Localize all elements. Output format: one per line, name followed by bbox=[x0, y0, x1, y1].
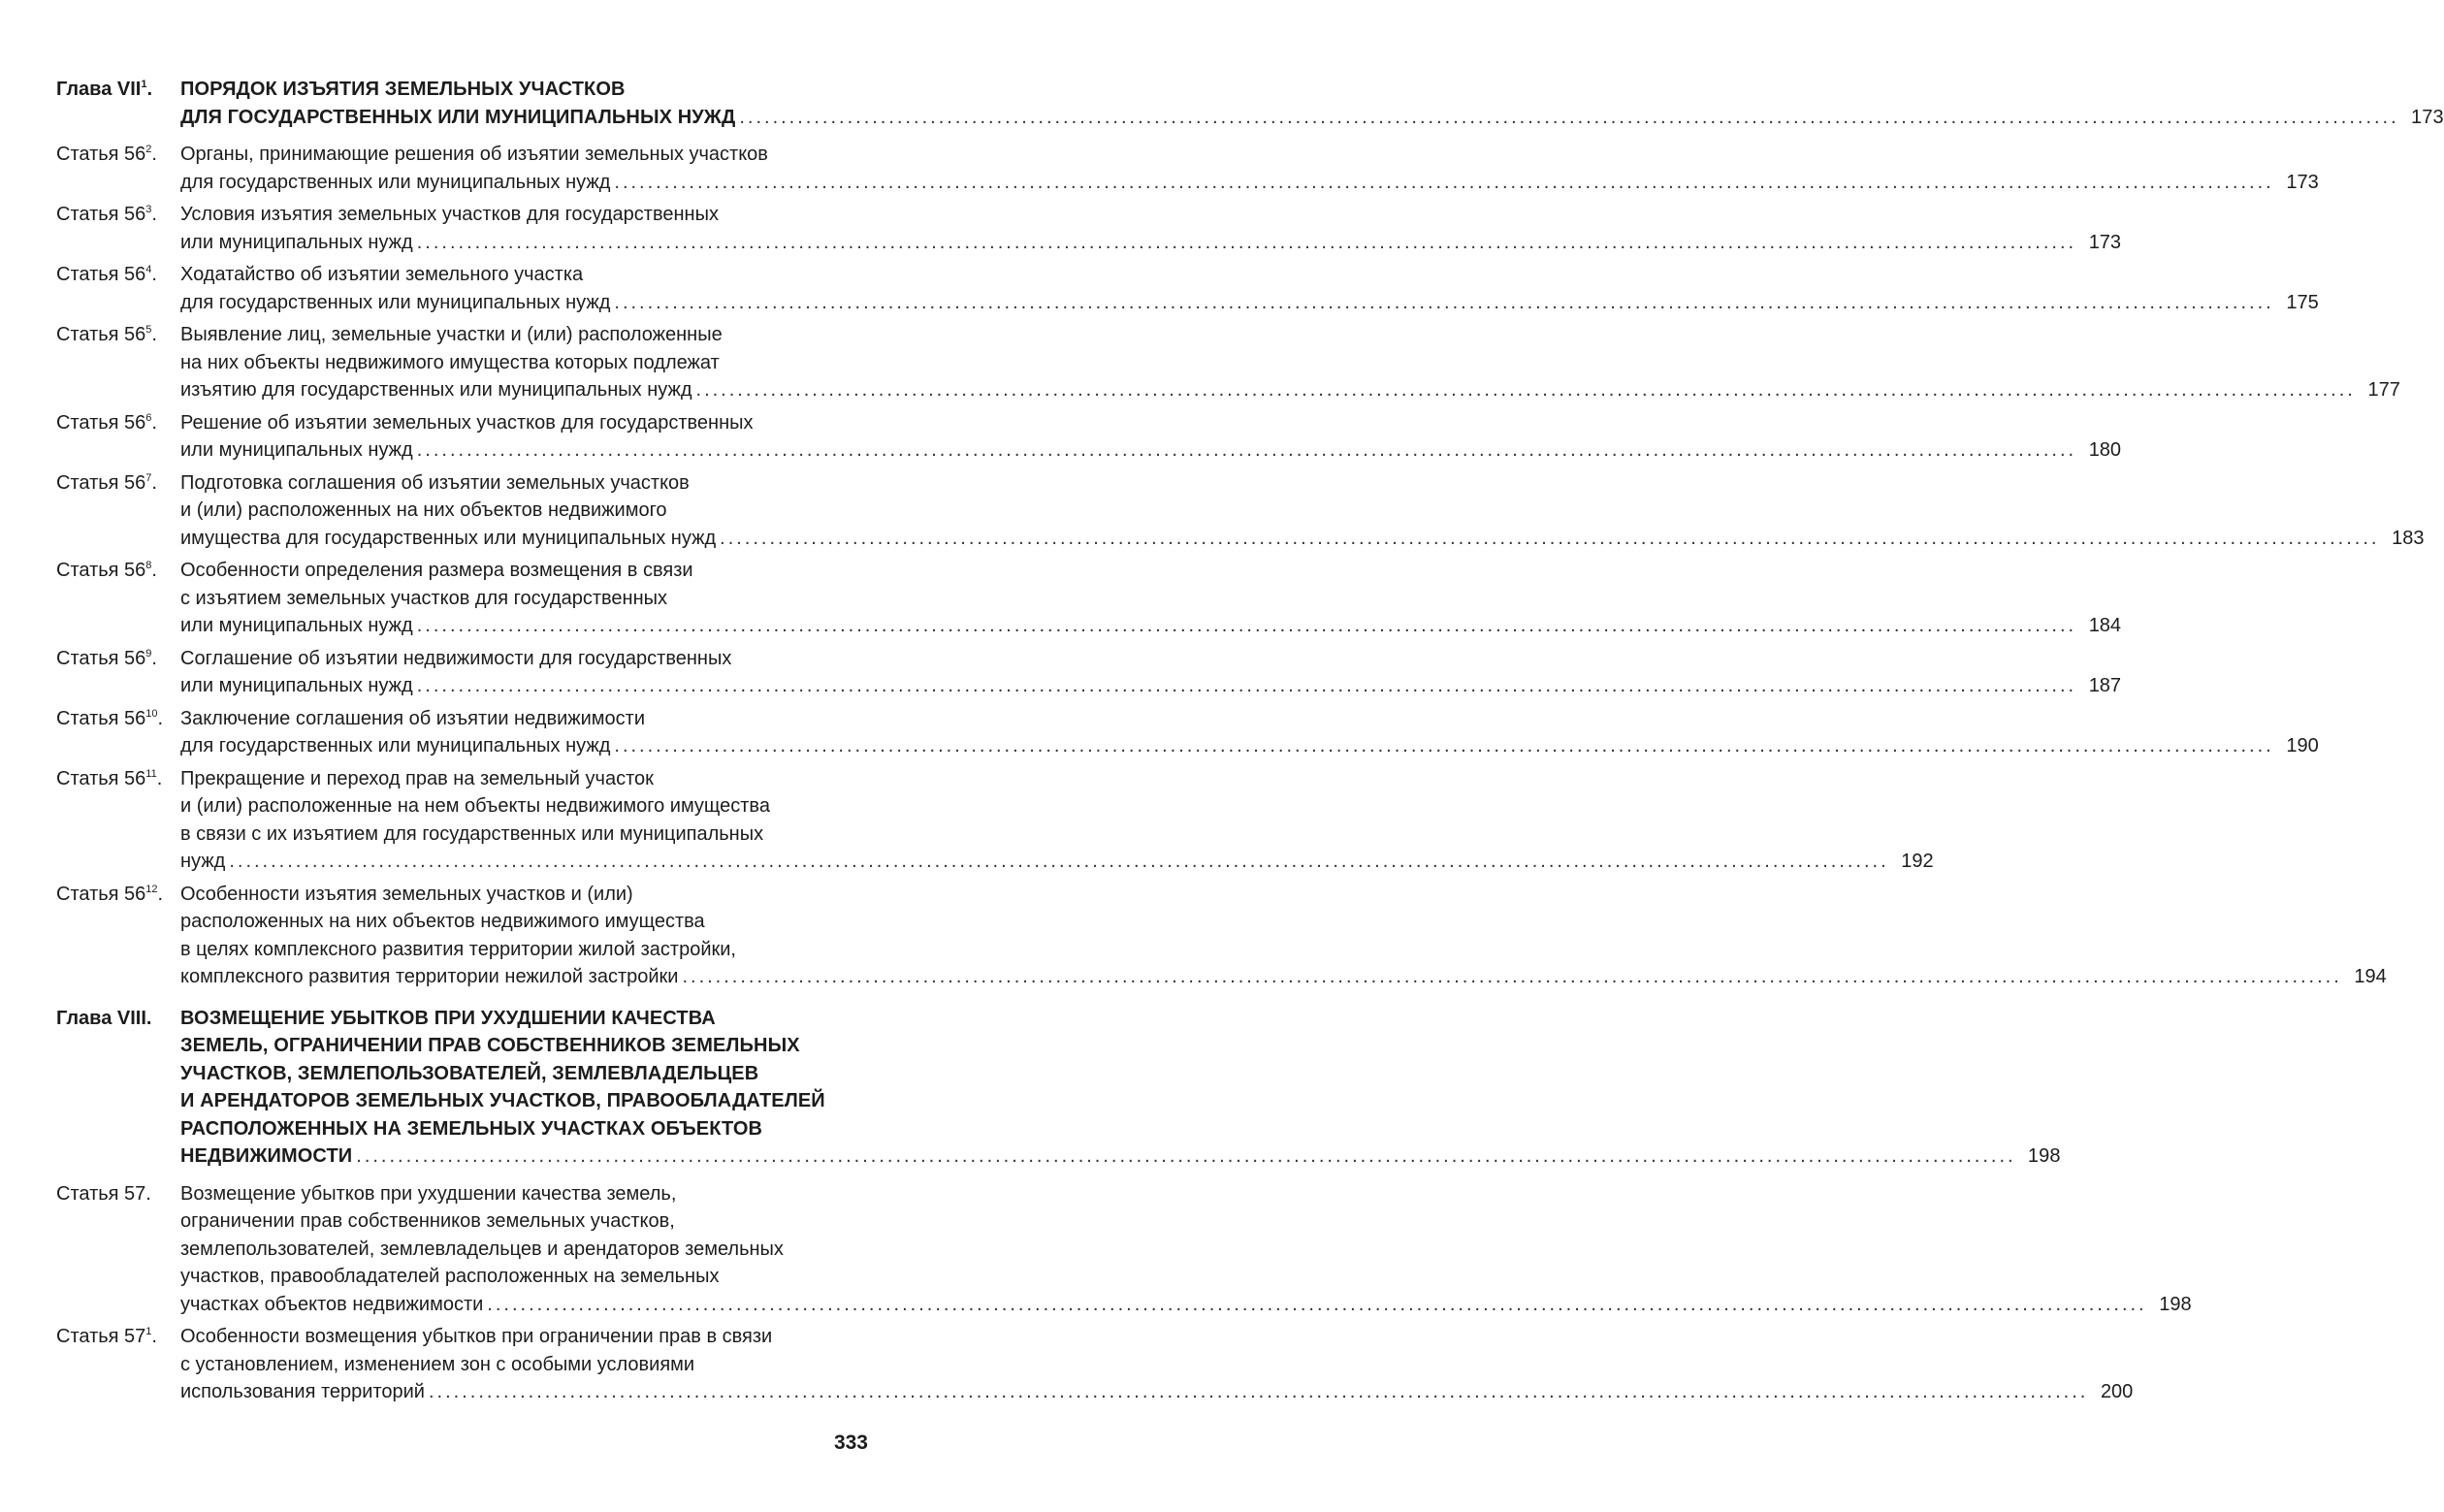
dot-leader: ........................................................................................................................................................................................................ bbox=[416, 675, 2077, 696]
toc-article-entry[interactable] bbox=[56, 201, 2122, 256]
entry-title bbox=[180, 645, 2122, 700]
toc-article-entry[interactable] bbox=[56, 705, 2319, 760]
entry-page-number[interactable]: 194 bbox=[2354, 966, 2387, 987]
entry-label: Статья $56^9$. bbox=[56, 647, 157, 669]
entry-title-line: или муниципальных нужд bbox=[180, 675, 413, 696]
entry-label-superscript: 6 bbox=[145, 411, 152, 424]
entry-title bbox=[180, 409, 2122, 465]
dot-leader: ........................................................................................................................................................................................................ bbox=[416, 231, 2077, 253]
entry-title-line: Соглашение об изъятии недвижимости для государственных bbox=[180, 647, 732, 669]
toc-article-entry[interactable] bbox=[56, 1323, 2134, 1406]
entry-title-line: Условия изъятия земельных участков для государственных bbox=[180, 204, 719, 225]
entry-title-line: с установлением, изменением зон с особыми условиями bbox=[180, 1353, 695, 1375]
entry-label-superscript: 4 bbox=[145, 264, 152, 275]
entry-title-line: комплексного развития территории нежилой застройки bbox=[180, 966, 679, 987]
entry-title bbox=[180, 321, 2400, 404]
entry-title bbox=[180, 201, 2122, 256]
entry-page-number[interactable]: 173 bbox=[2088, 231, 2122, 253]
entry-title-line: изъятию для государственных или муниципальных нужд bbox=[180, 379, 692, 401]
entry-label: Глава VIII. bbox=[56, 1007, 152, 1029]
entry-page-number[interactable]: 184 bbox=[2088, 615, 2122, 636]
entry-title-line: нужд bbox=[180, 851, 226, 872]
entry-title-line: НЕДВИЖИМОСТИ bbox=[180, 1145, 353, 1167]
entry-title-line: в связи с их изъятием для государственных или муниципальных bbox=[180, 822, 764, 845]
entry-page-number[interactable]: 177 bbox=[2367, 379, 2400, 401]
entry-label: Статья $56^3$. bbox=[56, 204, 157, 225]
entry-title-line: Особенности изъятия земельных участков и (или) bbox=[180, 883, 633, 905]
entry-page-number[interactable]: 190 bbox=[2286, 735, 2319, 756]
entry-title bbox=[180, 469, 2425, 553]
entry-title-line: ЗЕМЕЛЬ, ОГРАНИЧЕНИИ ПРАВ СОБСТВЕННИКОВ ЗЕМЕЛЬНЫХ bbox=[180, 1035, 800, 1056]
entry-title-line: Заключение соглашения об изъятии недвижимости bbox=[180, 707, 645, 729]
entry-label: Статья $56^4$. bbox=[56, 264, 157, 285]
entry-label-superscript: 1 bbox=[145, 1326, 152, 1337]
entry-title bbox=[180, 557, 2122, 640]
entry-label: Статья $56^6$. bbox=[56, 411, 157, 434]
dot-leader: ........................................................................................................................................................................................................ bbox=[739, 106, 2399, 128]
dot-leader: ........................................................................................................................................................................................................ bbox=[614, 291, 2274, 313]
entry-label-superscript: 8 bbox=[145, 560, 152, 571]
toc-article-entry[interactable] bbox=[56, 141, 2319, 196]
entry-page-number[interactable]: 175 bbox=[2286, 291, 2319, 313]
entry-title-line: использования территорий bbox=[180, 1381, 425, 1402]
entry-title bbox=[180, 261, 2319, 316]
entry-label: Статья $56^5$. bbox=[56, 324, 157, 345]
dot-leader: ........................................................................................................................................................................................................ bbox=[695, 379, 2356, 401]
toc-article-entry[interactable] bbox=[56, 261, 2319, 316]
entry-title-line: землепользователей, землевладельцев и арендаторов земельных bbox=[180, 1238, 784, 1260]
toc-article-entry[interactable] bbox=[56, 409, 2122, 465]
entry-title-line: на них объекты недвижимого имущества которых подлежат bbox=[180, 351, 720, 373]
entry-label-superscript: 1 bbox=[141, 79, 147, 90]
entry-label: Глава VII$^1$. bbox=[56, 79, 153, 100]
entry-title-line: Прекращение и переход прав на земельный участок bbox=[180, 767, 654, 789]
entry-label: Статья $56^{10}$. bbox=[56, 707, 164, 729]
entry-label-superscript: 11 bbox=[145, 767, 157, 780]
entry-title-line: для государственных или муниципальных нужд bbox=[180, 291, 611, 313]
entry-title-line: Особенности возмещения убытков при ограничении прав в связи bbox=[180, 1326, 773, 1347]
entry-page-number[interactable]: 192 bbox=[1901, 851, 1934, 872]
entry-label-superscript: 12 bbox=[145, 883, 158, 895]
entry-title-line: ПОРЯДОК ИЗЪЯТИЯ ЗЕМЕЛЬНЫХ УЧАСТКОВ bbox=[180, 79, 626, 100]
entry-title bbox=[180, 881, 2387, 991]
dot-leader: ........................................................................................................................................................................................................ bbox=[720, 527, 2380, 549]
entry-title-line: имущества для государственных или муниципальных нужд bbox=[180, 527, 717, 549]
entry-title-line: Особенности определения размера возмещения в связи bbox=[180, 560, 693, 581]
entry-label: Статья $56^{12}$. bbox=[56, 883, 164, 905]
toc-chapter-entry[interactable] bbox=[56, 76, 2444, 131]
entry-title-line: ограничении прав собственников земельных участков, bbox=[180, 1210, 675, 1232]
entry-label: Статья $56^8$. bbox=[56, 560, 157, 581]
entry-title bbox=[180, 141, 2319, 196]
entry-title-line: или муниципальных нужд bbox=[180, 439, 413, 461]
toc-article-entry[interactable] bbox=[56, 645, 2122, 700]
entry-label: Статья $56^{11}$. bbox=[56, 767, 163, 789]
entry-title bbox=[180, 1180, 2192, 1319]
entry-title-line: для государственных или муниципальных нужд bbox=[180, 171, 611, 193]
entry-title-line: Подготовка соглашения об изъятии земельных участков bbox=[180, 471, 690, 494]
entry-title bbox=[180, 1323, 2134, 1406]
entry-title-line: в целях комплексного развития территории жилой застройки, bbox=[180, 938, 736, 960]
entry-title-line: участках объектов недвижимости bbox=[180, 1293, 484, 1315]
entry-title-line: ДЛЯ ГОСУДАРСТВЕННЫХ ИЛИ МУНИЦИПАЛЬНЫХ НУЖД bbox=[180, 106, 736, 128]
entry-page-number[interactable]: 183 bbox=[2392, 527, 2425, 549]
toc-article-entry[interactable] bbox=[56, 765, 1934, 876]
entry-title-line: ВОЗМЕЩЕНИЕ УБЫТКОВ ПРИ УХУДШЕНИИ КАЧЕСТВА bbox=[180, 1007, 716, 1029]
toc-article-entry[interactable] bbox=[56, 321, 2400, 404]
entry-label: Статья $56^2$. bbox=[56, 144, 157, 165]
entry-title-line: для государственных или муниципальных нужд bbox=[180, 735, 611, 756]
entry-page-number[interactable]: 200 bbox=[2100, 1381, 2134, 1402]
page-number: 333 bbox=[833, 1432, 868, 1454]
dot-leader: ........................................................................................................................................................................................................ bbox=[487, 1293, 2147, 1315]
toc-article-entry[interactable] bbox=[56, 469, 2425, 553]
entry-page-number[interactable]: 180 bbox=[2088, 439, 2122, 461]
entry-title bbox=[180, 705, 2319, 760]
entry-title-line: или муниципальных нужд bbox=[180, 615, 413, 636]
entry-title-line: Решение об изъятии земельных участков для государственных bbox=[180, 411, 754, 434]
entry-title bbox=[180, 765, 1934, 876]
dot-leader: ........................................................................................................................................................................................................ bbox=[614, 171, 2274, 193]
entry-title-line: Выявление лиц, земельные участки и (или) расположенные bbox=[180, 324, 723, 345]
entry-title-line: Возмещение убытков при ухудшении качества земель, bbox=[180, 1182, 677, 1205]
entry-title bbox=[180, 76, 2444, 131]
entry-label-superscript: 2 bbox=[145, 144, 152, 155]
dot-leader: ........................................................................................................................................................................................................ bbox=[416, 615, 2077, 636]
dot-leader: ........................................................................................................................................................................................................ bbox=[682, 966, 2342, 987]
entry-page-number[interactable]: 173 bbox=[2286, 171, 2319, 193]
entry-label-superscript: 9 bbox=[145, 647, 152, 659]
entry-title-line: и (или) расположенных на них объектов недвижимого bbox=[180, 499, 667, 521]
dot-leader: ........................................................................................................................................................................................................ bbox=[416, 439, 2077, 461]
dot-leader: ........................................................................................................................................................................................................ bbox=[356, 1145, 2016, 1167]
entry-title-line: с изъятием земельных участков для государственных bbox=[180, 587, 667, 609]
dot-leader: ........................................................................................................................................................................................................ bbox=[614, 735, 2274, 756]
entry-title-line: УЧАСТКОВ, ЗЕМЛЕПОЛЬЗОВАТЕЛЕЙ, ЗЕМЛЕВЛАДЕЛЬЦЕВ bbox=[180, 1062, 759, 1084]
entry-title bbox=[180, 1005, 2061, 1171]
toc-article-entry[interactable] bbox=[56, 557, 2122, 640]
entry-title-line: и (или) расположенные на нем объекты недвижимого имущества bbox=[180, 795, 770, 817]
entry-title-line: И АРЕНДАТОРОВ ЗЕМЕЛЬНЫХ УЧАСТКОВ, ПРАВООБЛАДАТЕЛЕЙ bbox=[180, 1090, 825, 1111]
dot-leader: ........................................................................................................................................................................................................ bbox=[229, 851, 1889, 872]
entry-label: Статья $56^7$. bbox=[56, 471, 157, 494]
toc-chapter-entry[interactable] bbox=[56, 1005, 2061, 1171]
entry-label: Статья $57^1$. bbox=[56, 1326, 157, 1347]
entry-page-number[interactable]: 173 bbox=[2411, 106, 2444, 128]
entry-label-superscript: 3 bbox=[145, 204, 152, 215]
entry-label-superscript: 5 bbox=[145, 324, 152, 336]
entry-label-superscript: 10 bbox=[145, 707, 158, 720]
table-of-contents bbox=[56, 76, 2444, 1406]
entry-title-line: расположенных на них объектов недвижимого имущества bbox=[180, 911, 705, 932]
dot-leader: ........................................................................................................................................................................................................ bbox=[428, 1381, 2089, 1402]
entry-label-superscript: 7 bbox=[145, 471, 152, 484]
entry-page-number[interactable]: 187 bbox=[2088, 675, 2122, 696]
entry-page-number[interactable]: 198 bbox=[2159, 1293, 2192, 1315]
entry-page-number[interactable]: 198 bbox=[2027, 1145, 2061, 1167]
entry-title-line: или муниципальных нужд bbox=[180, 231, 413, 253]
entry-title-line: РАСПОЛОЖЕННЫХ НА ЗЕМЕЛЬНЫХ УЧАСТКАХ ОБЪЕКТОВ bbox=[180, 1117, 763, 1140]
entry-label: Статья 57. bbox=[56, 1182, 151, 1205]
entry-title-line: Органы, принимающие решения об изъятии земельных участков bbox=[180, 144, 768, 165]
entry-title-line: Ходатайство об изъятии земельного участка bbox=[180, 264, 584, 285]
toc-article-entry[interactable] bbox=[56, 881, 2387, 991]
entry-title-line: участков, правообладателей расположенных на земельных bbox=[180, 1266, 720, 1287]
toc-article-entry[interactable] bbox=[56, 1180, 2192, 1319]
